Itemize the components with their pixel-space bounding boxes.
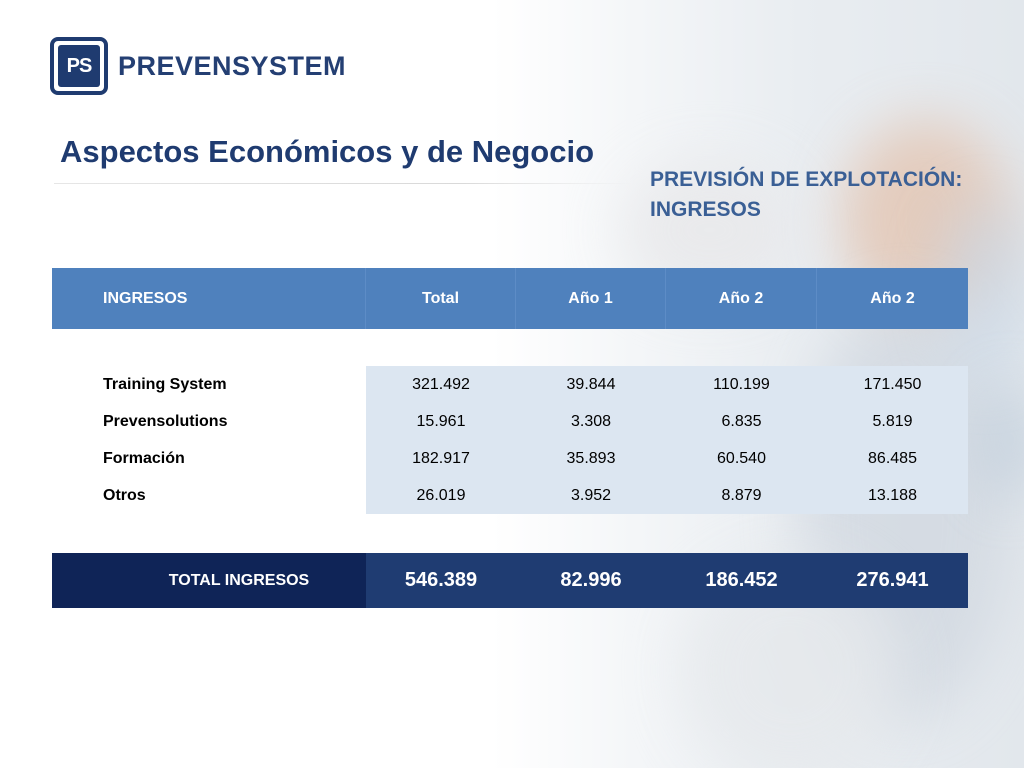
total-value: 546.389 <box>404 569 478 591</box>
total-label: TOTAL INGRESOS <box>52 553 366 608</box>
logo-mark-text: PS <box>58 45 100 87</box>
row-value: 3.952 <box>516 477 666 514</box>
row-value: 110.199 <box>666 366 817 403</box>
table-row <box>52 440 968 477</box>
header-cell-year1: Año 1 <box>516 268 666 329</box>
header-cell-total: Total <box>366 268 516 329</box>
row-value: 8.879 <box>666 477 817 514</box>
row-label: Prevensolutions <box>103 412 228 430</box>
row-value: 60.540 <box>666 440 817 477</box>
logo-mark-icon <box>50 37 108 95</box>
total-row <box>52 553 968 608</box>
table-row <box>52 477 968 514</box>
header-cell-year3: Año 2 <box>870 289 915 307</box>
row-value: 321.492 <box>366 366 516 403</box>
row-value: 86.485 <box>817 440 968 477</box>
total-value: 186.452 <box>705 569 778 591</box>
row-value: 3.308 <box>516 403 666 440</box>
total-value: 82.996 <box>560 569 622 591</box>
table-row <box>52 366 968 403</box>
row-value: 15.961 <box>366 403 516 440</box>
table-body <box>52 366 968 514</box>
row-value: 26.019 <box>366 477 516 514</box>
row-value: 182.917 <box>366 440 516 477</box>
header-cell-year2: Año 2 <box>666 268 817 329</box>
row-label: Formación <box>103 449 185 467</box>
subtitle-line-1: PREVISIÓN DE EXPLOTACIÓN: <box>650 168 963 191</box>
row-value: 35.893 <box>516 440 666 477</box>
row-value: 13.188 <box>817 477 968 514</box>
total-value: 276.941 <box>856 569 929 591</box>
table-header <box>52 268 968 329</box>
brand-name: PREVENSYSTEM <box>118 50 347 81</box>
subtitle-line-2: INGRESOS <box>650 198 761 221</box>
row-value: 171.450 <box>817 366 968 403</box>
row-value: 5.819 <box>817 403 968 440</box>
row-value: 6.835 <box>666 403 817 440</box>
row-label: Training System <box>103 375 227 393</box>
title-divider <box>54 183 632 184</box>
header-cell-concept: INGRESOS <box>52 268 366 329</box>
page-title: Aspectos Económicos y de Negocio <box>60 134 595 169</box>
row-value: 39.844 <box>516 366 666 403</box>
section-subtitle <box>650 165 990 225</box>
brand-logo <box>50 37 346 95</box>
table-row <box>52 403 968 440</box>
row-label: Otros <box>103 486 146 504</box>
